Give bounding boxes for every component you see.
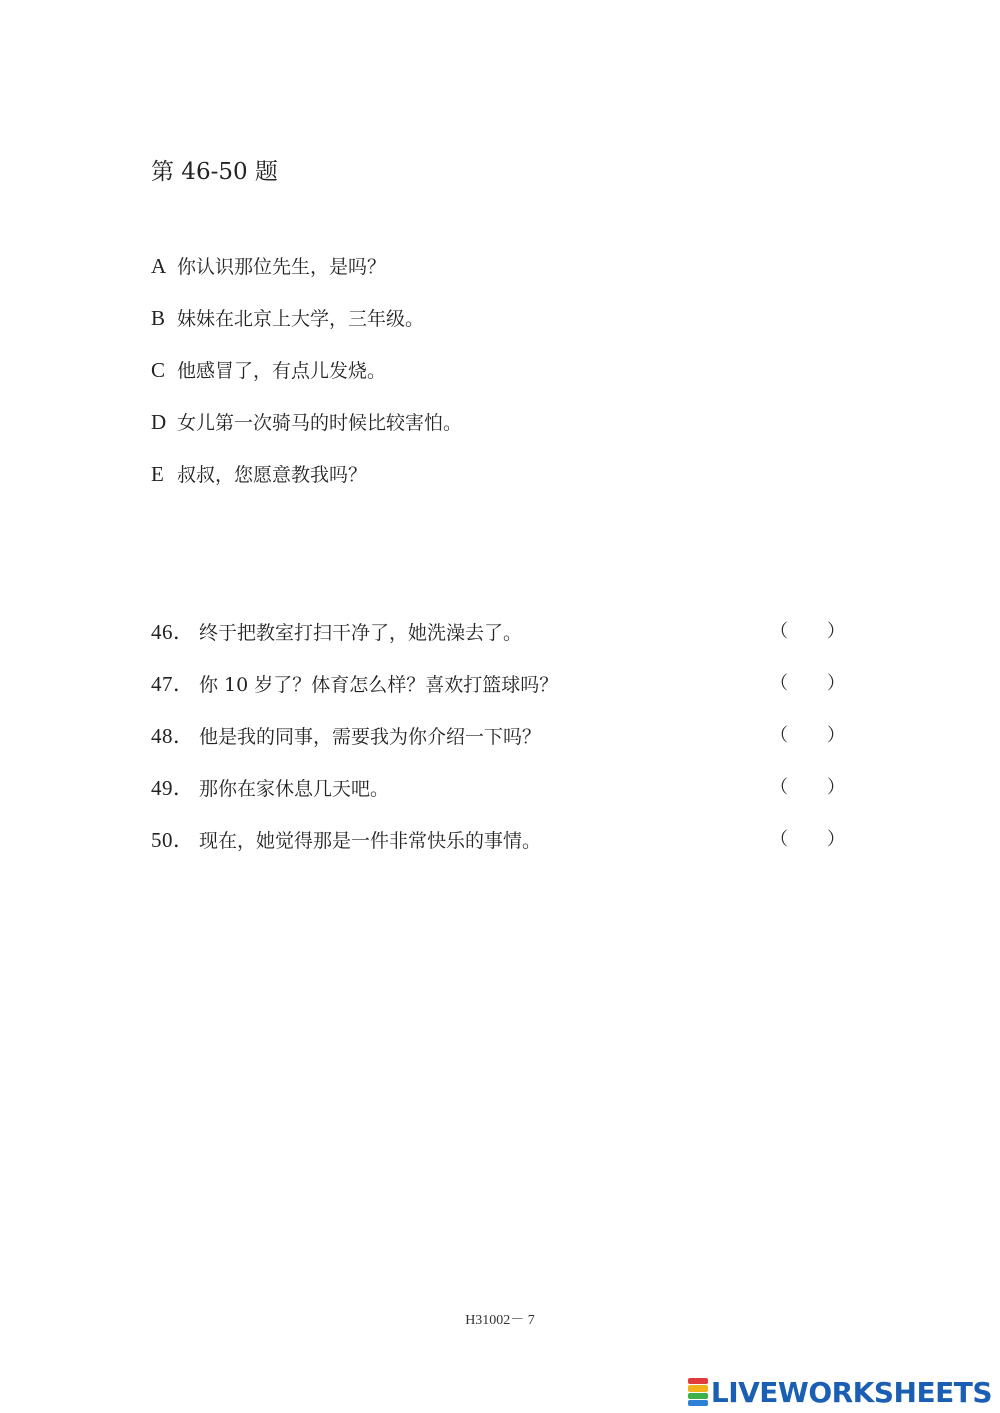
liveworksheets-icon [688, 1378, 708, 1406]
question-50 [151, 825, 851, 855]
option-letter: E [151, 462, 164, 486]
answer-blank-48[interactable] [770, 721, 845, 751]
option-text: 妹妹在北京上大学，三年级。 [177, 308, 425, 330]
option-letter: A [151, 254, 167, 278]
brand-icon-block [688, 1385, 708, 1391]
option-text: 他感冒了，有点儿发烧。 [177, 360, 387, 382]
open-paren: （ [770, 777, 788, 798]
answer-blank-46[interactable] [770, 617, 845, 647]
option-d [151, 408, 462, 437]
question-number: 49． [151, 776, 195, 800]
answer-blank-47[interactable] [770, 669, 845, 699]
option-text: 叔叔，您愿意教我吗？ [177, 464, 368, 486]
question-text: 现在，她觉得那是一件非常快乐的事情。 [199, 830, 542, 852]
option-c [151, 356, 386, 385]
brand-name: LIVEWORKSHEETS [710, 1375, 992, 1409]
answer-blank-49[interactable] [770, 773, 845, 803]
close-paren: ） [827, 621, 845, 642]
close-paren: ） [827, 725, 845, 746]
option-b [151, 304, 424, 333]
option-e [151, 460, 367, 489]
question-text: 终于把教室打扫干净了，她洗澡去了。 [199, 622, 523, 644]
question-number: 50． [151, 828, 195, 852]
question-48 [151, 721, 851, 751]
question-number: 46． [151, 620, 195, 644]
question-49 [151, 773, 851, 803]
brand-icon-block [688, 1378, 708, 1384]
question-text: 他是我的同事，需要我为你介绍一下吗？ [199, 726, 542, 748]
answer-blank-50[interactable] [770, 825, 845, 855]
question-number: 47． [151, 672, 195, 696]
brand-icon-block [688, 1400, 708, 1406]
question-text: 那你在家休息几天吧。 [199, 778, 390, 800]
close-paren: ） [827, 673, 845, 694]
close-paren: ） [827, 829, 845, 850]
question-46 [151, 617, 851, 647]
close-paren: ） [827, 777, 845, 798]
option-letter: B [151, 306, 166, 330]
option-text: 你认识那位先生，是吗？ [177, 256, 387, 278]
question-text: 你 10 岁了？体育怎么样？喜欢打篮球吗？ [199, 674, 559, 696]
brand-icon-block [688, 1393, 708, 1399]
section-title: 第 46-50 题 [151, 159, 278, 185]
option-letter: C [151, 358, 166, 382]
option-letter: D [151, 410, 167, 434]
question-number: 48． [151, 724, 195, 748]
question-47 [151, 669, 851, 699]
open-paren: （ [770, 829, 788, 850]
open-paren: （ [770, 621, 788, 642]
option-text: 女儿第一次骑马的时候比较害怕。 [177, 412, 463, 434]
open-paren: （ [770, 725, 788, 746]
liveworksheets-logo[interactable] [688, 1374, 992, 1410]
page-footer: H31002－ 7 [465, 1313, 535, 1328]
option-a [151, 252, 386, 281]
open-paren: （ [770, 673, 788, 694]
